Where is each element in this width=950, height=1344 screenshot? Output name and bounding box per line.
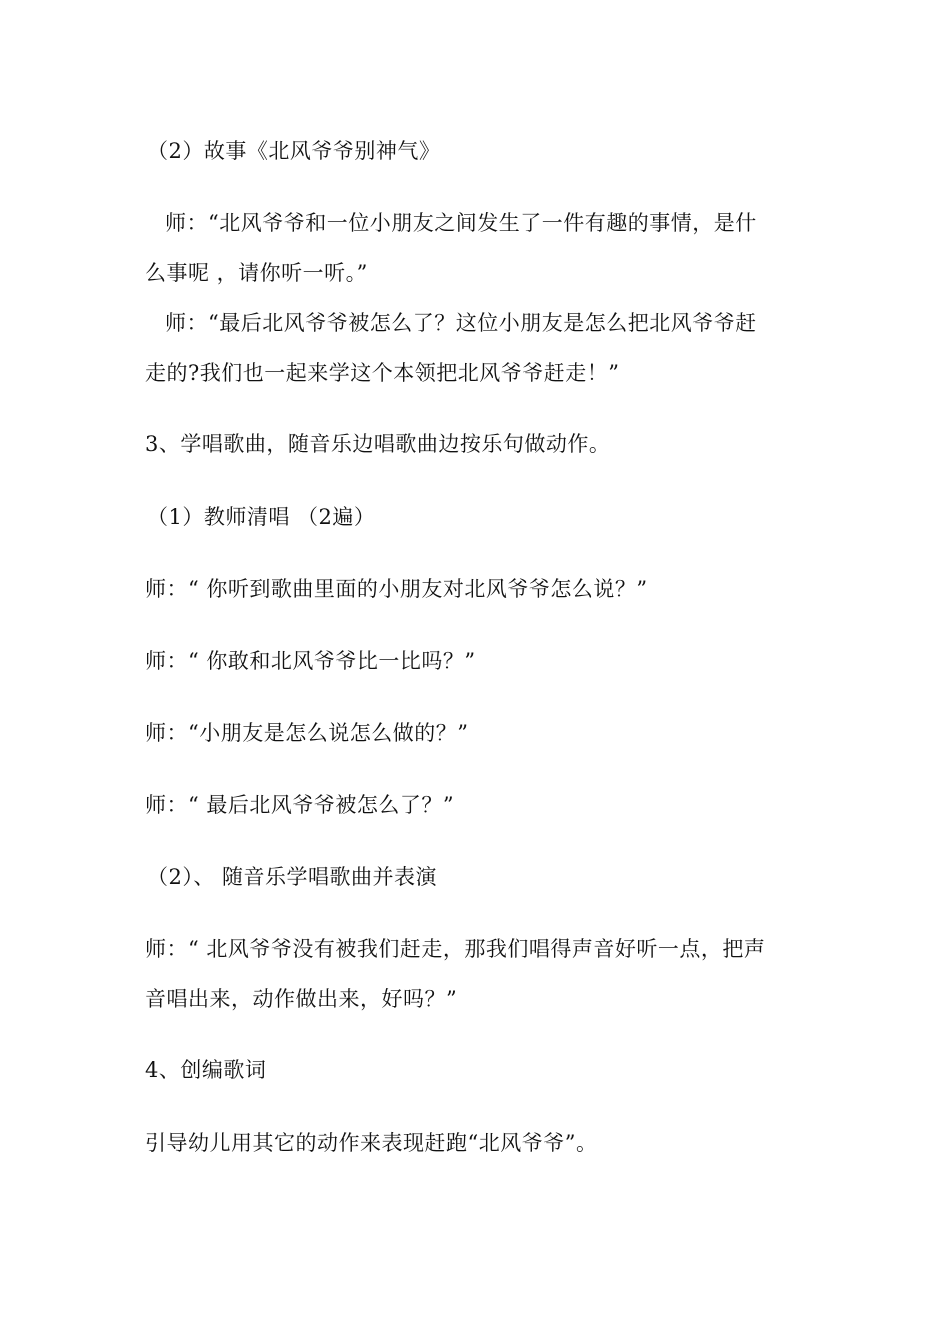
section-3-heading: 3、学唱歌曲，随音乐边唱歌曲边按乐句做动作。 [145, 432, 611, 456]
teacher-question-1: 师：“ 你听到歌曲里面的小朋友对北风爷爷怎么说？” [145, 577, 648, 601]
teacher-question-4: 师：“ 最后北风爷爷被怎么了？” [145, 793, 455, 817]
guidance-text: 引导幼儿用其它的动作来表现赶跑“北风爷爷”。 [145, 1131, 598, 1155]
teacher-line-1a: 师：“北风爷爷和一位小朋友之间发生了一件有趣的事情，是什 [165, 211, 757, 235]
teacher-prompt-a: 师：“ 北风爷爷没有被我们赶走，那我们唱得声音好听一点，把声 [145, 937, 766, 961]
story-heading: （2）故事《北风爷爷别神气》 [147, 139, 441, 163]
teacher-line-2b: 走的?我们也一起来学这个本领把北风爷爷赶走！” [145, 361, 620, 385]
subsection-2-heading: （2）、 随音乐学唱歌曲并表演 [147, 865, 438, 889]
teacher-question-2: 师：“ 你敢和北风爷爷比一比吗？” [145, 649, 476, 673]
teacher-question-3: 师：“小朋友是怎么说怎么做的？” [145, 721, 469, 745]
teacher-prompt-b: 音唱出来，动作做出来，好吗？” [145, 987, 458, 1011]
subsection-1-heading: （1）教师清唱 （2遍） [147, 505, 376, 529]
teacher-line-1b: 么事呢 ，请你听一听。” [145, 261, 368, 285]
teacher-line-2a: 师：“最后北风爷爷被怎么了？这位小朋友是怎么把北风爷爷赶 [165, 311, 757, 335]
section-4-heading: 4、创编歌词 [145, 1058, 267, 1082]
